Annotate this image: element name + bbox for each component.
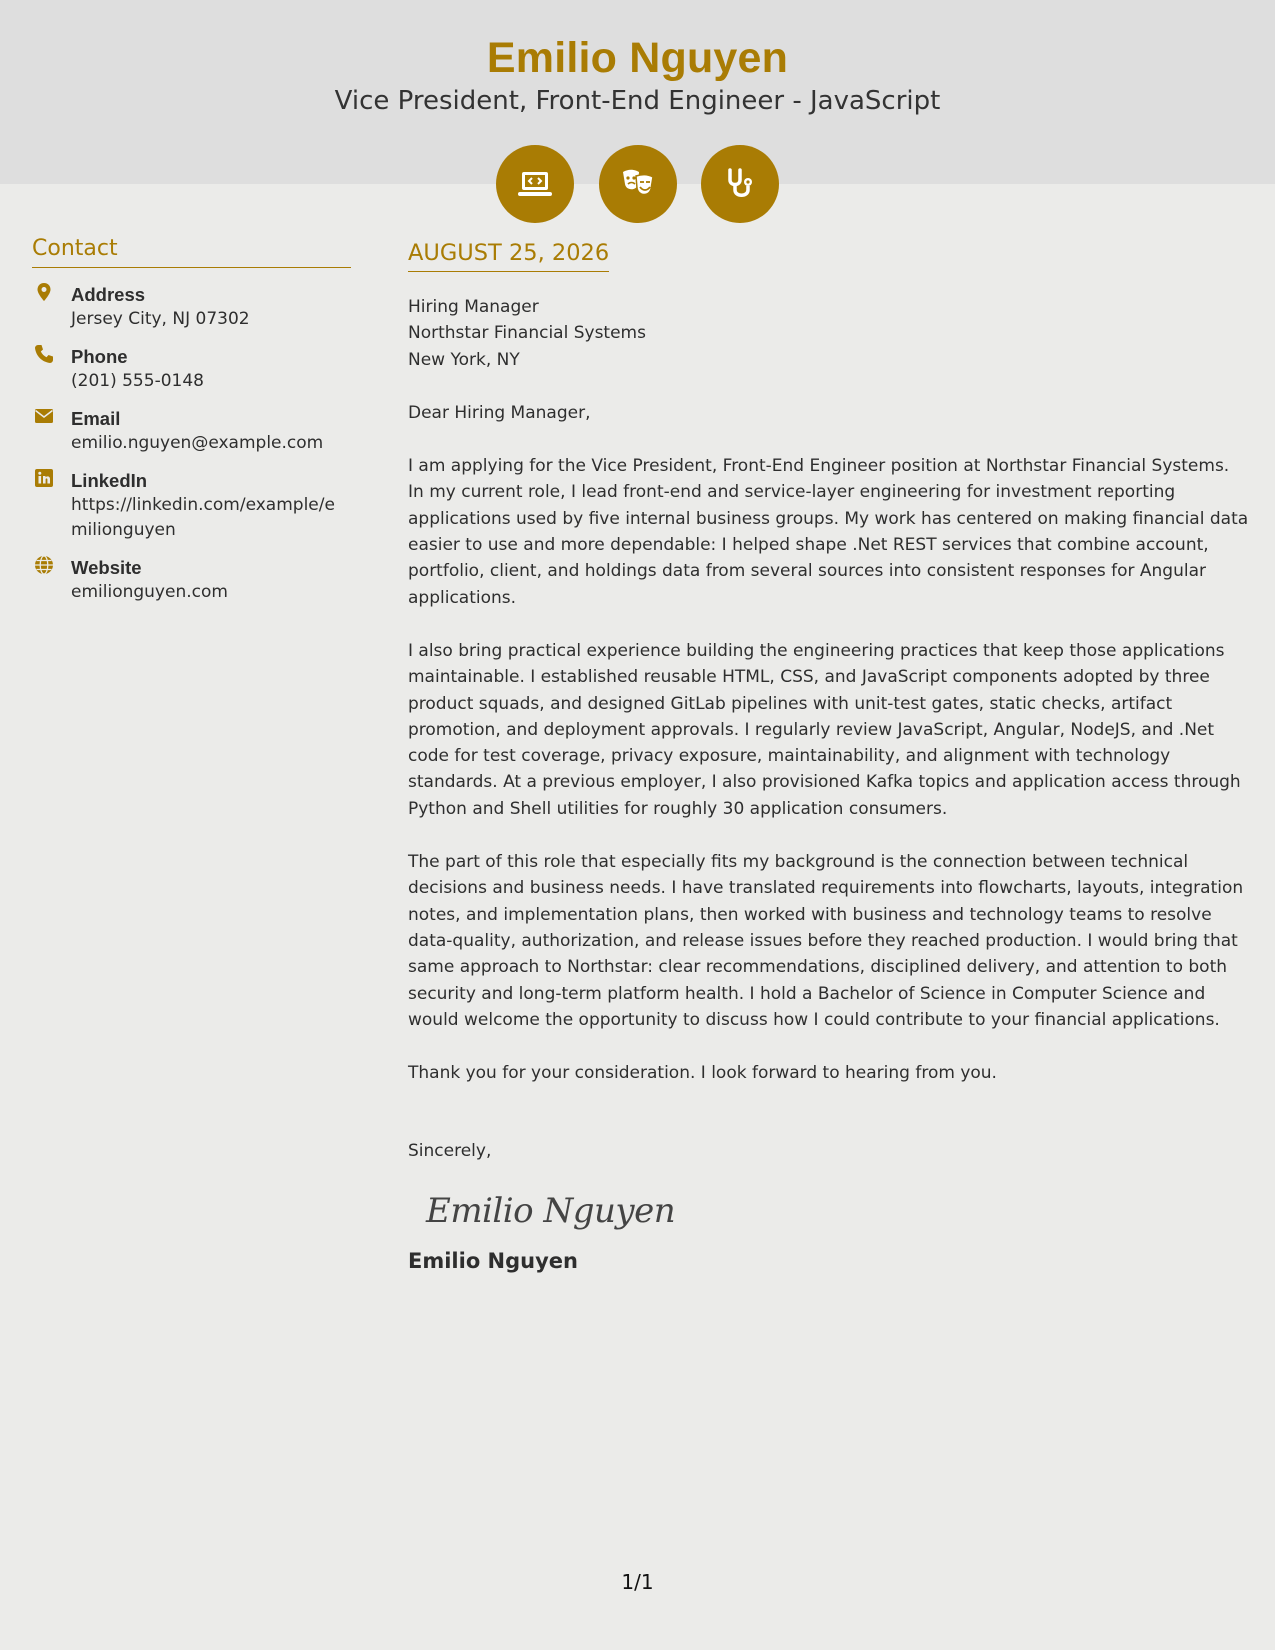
salutation: Dear Hiring Manager, xyxy=(408,402,591,423)
website-value[interactable]: emilionguyen.com xyxy=(71,582,228,602)
letter-body xyxy=(408,240,1250,1273)
address-label: Address xyxy=(71,284,146,305)
header-icon-row xyxy=(496,145,779,223)
body-paragraph: The part of this role that especially fits my background is the connection between technical decisions and business needs. I have translated requirements into flowcharts, layouts, integration notes, and implementation plans, then worked with business and technology teams to resolve data-quality, authorization, and release issues before they reached production. I would bring that same approach to Northstar: clear recommendations, disciplined delivery, and attention to both security and long-term platform health. I hold a Bachelor of Science in Computer Science and would welcome the opportunity to discuss how I could contribute to your financial applications. xyxy=(408,852,1244,1030)
email-label: Email xyxy=(71,408,121,429)
laptop-code-icon xyxy=(496,145,574,223)
stethoscope-icon xyxy=(701,145,779,223)
contact-website xyxy=(32,555,351,605)
contact-address xyxy=(32,282,351,332)
closing: Sincerely, xyxy=(408,1141,492,1162)
location-pin-icon xyxy=(34,282,54,302)
contact-sidebar xyxy=(32,236,351,617)
email-value[interactable]: emilio.nguyen@example.com xyxy=(71,433,324,453)
envelope-icon xyxy=(34,406,54,426)
thank-you-line: Thank you for your consideration. I look forward to hearing from you. xyxy=(408,1063,997,1084)
handwritten-signature: Emilio Nguyen xyxy=(426,1190,676,1231)
linkedin-icon xyxy=(34,468,54,488)
website-label: Website xyxy=(71,557,142,578)
phone-value: (201) 555-0148 xyxy=(71,371,204,391)
recipient-block xyxy=(408,294,1250,373)
phone-label: Phone xyxy=(71,346,128,367)
letter-date: AUGUST 25, 2026 xyxy=(408,240,609,272)
globe-icon xyxy=(34,555,54,575)
contact-heading: Contact xyxy=(32,236,351,268)
signed-name: Emilio Nguyen xyxy=(408,1248,578,1273)
phone-icon xyxy=(34,344,54,364)
theater-masks-icon xyxy=(599,145,677,223)
contact-linkedin xyxy=(32,468,351,543)
job-title: Vice President, Front-End Engineer - JavaScript xyxy=(334,86,941,116)
contact-list xyxy=(32,282,351,605)
address-value: Jersey City, NJ 07302 xyxy=(71,309,250,329)
recipient-line: Hiring Manager xyxy=(408,297,539,317)
contact-phone xyxy=(32,344,351,394)
body-paragraph: I also bring practical experience building the engineering practices that keep those applications maintainable. I established reusable HTML, CSS, and JavaScript components adopted by three product squads, and designed GitLab pipelines with unit-test gates, static checks, artifact promotion, and deployment approvals. I regularly review JavaScript, Angular, NodeJS, and .Net code for test coverage, privacy exposure, maintainability, and alignment with technology standards. At a previous employer, I also provisioned Kafka topics and application access through Python and Shell utilities for roughly 30 application consumers. xyxy=(408,640,1241,819)
recipient-line: Northstar Financial Systems xyxy=(408,323,646,344)
recipient-line: New York, NY xyxy=(408,349,520,370)
linkedin-value[interactable]: https://linkedin.com/example/emilionguyen xyxy=(71,495,335,540)
body-paragraph: I am applying for the Vice President, Front-End Engineer position at Northstar Financial Systems. In my current role, I lead front-end and service-layer engineering for investment reporting applications used by five internal business groups. My work has centered on making financial data easier to use and more dependable: I helped shape .Net REST services that combine account, portfolio, client, and holdings data from several sources into consistent responses for Angular applications. xyxy=(408,456,1249,608)
contact-email xyxy=(32,406,351,456)
page-number: 1/1 xyxy=(621,1570,654,1594)
candidate-name: Emilio Nguyen xyxy=(486,34,789,82)
linkedin-label: LinkedIn xyxy=(71,470,148,491)
